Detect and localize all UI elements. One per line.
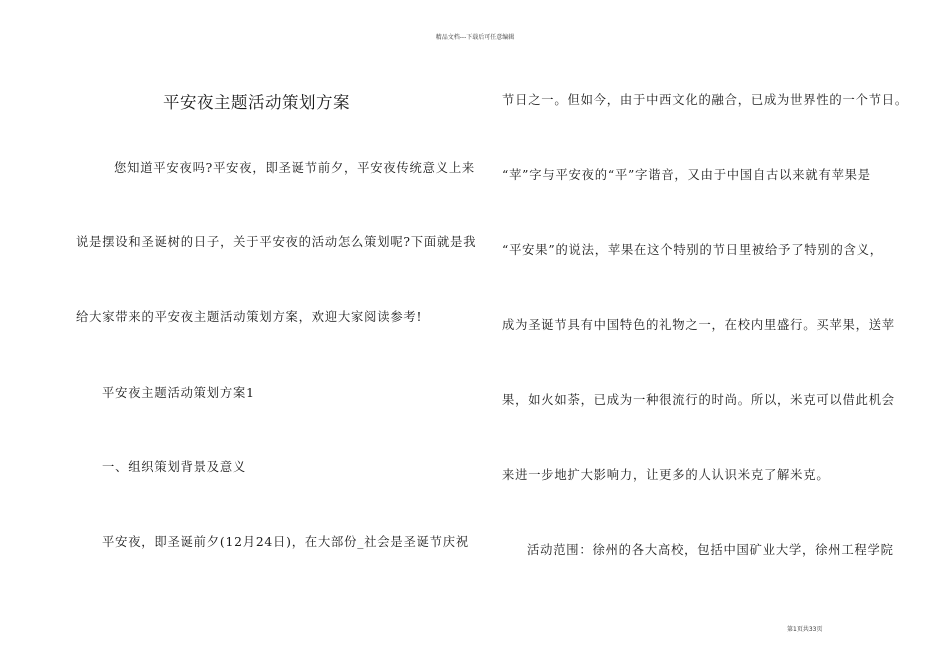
subsection-heading: 一、组织策划背景及意义 [102, 460, 247, 474]
section-heading: 平安夜主题活动策划方案1 [102, 386, 255, 400]
document-title: 平安夜主题活动策划方案 [163, 93, 350, 112]
right-paragraph-line: 来进一步地扩大影响力，让更多的人认识米克了解米克。 [502, 468, 830, 482]
right-paragraph-line: “平安果”的说法，苹果在这个特别的节日里被给予了特别的含义， [502, 243, 883, 257]
left-paragraph-line: 说是摆设和圣诞树的日子，关于平安夜的活动怎么策划呢?下面就是我 [76, 235, 477, 249]
right-paragraph-line: 成为圣诞节具有中国特色的礼物之一，在校内里盛行。买苹果，送苹 [502, 318, 895, 332]
page-number: 第1页共33页 [787, 626, 823, 633]
right-paragraph-line: “苹”字与平安夜的“平”字谐音，又由于中国自古以来就有苹果是 [502, 168, 871, 182]
right-paragraph-line: 节日之一。但如今，由于中西文化的融合，已成为世界性的一个节日。 [502, 93, 909, 107]
right-paragraph-line: 活动范围：徐州的各大高校，包括中国矿业大学，徐州工程学院 [527, 543, 894, 557]
header-note: 精品文档---下载后可任意编辑 [435, 34, 515, 41]
left-paragraph-line: 平安夜，即圣诞前夕(12月24日)，在大部份_社会是圣诞节庆祝 [102, 535, 469, 549]
left-paragraph-line: 给大家带来的平安夜主题活动策划方案，欢迎大家阅读参考! [76, 310, 423, 324]
left-paragraph-line: 您知道平安夜吗?平安夜，即圣诞节前夕，平安夜传统意义上来 [114, 161, 476, 175]
right-paragraph-line: 果，如火如荼，已成为一种很流行的时尚。所以，米克可以借此机会 [502, 393, 895, 407]
